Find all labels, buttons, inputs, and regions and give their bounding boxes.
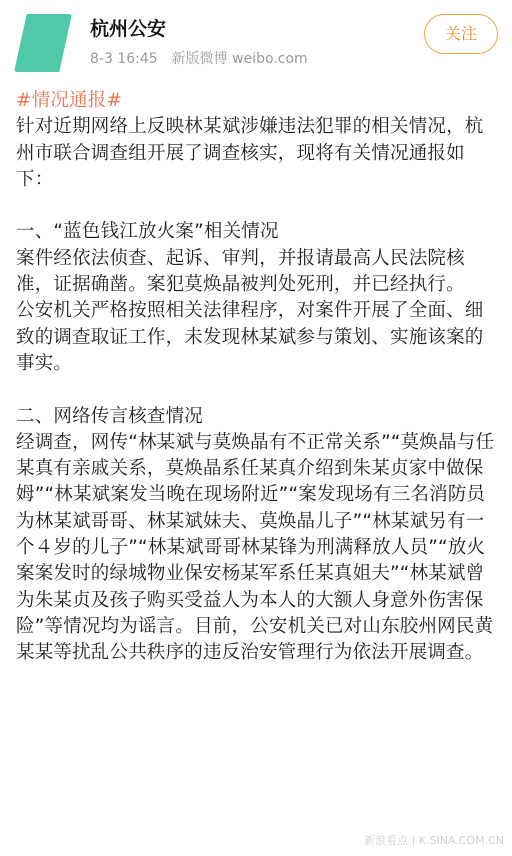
follow-button[interactable]: 关注 (424, 14, 498, 54)
hashtag-link[interactable]: #情况通报# (16, 90, 123, 111)
section-2-paragraph-1: 经调查，网传“林某斌与莫焕晶有不正常关系”“莫焕晶与任某真有亲戚关系，莫焕晶系任某真介绍到朱某贞家中做保姆”“林某斌案发当晚在现场附近”“案发现场有三名消防员为林某斌哥哥、林某斌妹夫、莫焕晶儿子”“林某斌另有一个４岁的儿子”“林某斌哥哥林某锋为刑满释放人员”“放火案案发时的绿城物业保安杨某军系任某真姐夫”“林某斌曾为朱某贞及孩子购买受益人为本人的大额人身意外伤害保险”等情况均为谣言。目前，公安机关已对山东胶州网民黄某某等扰乱公共秩序的违反治安管理行为依法开展调查。 (16, 431, 495, 664)
section-1-paragraph-2: 公安机关严格按照相关法律程序，对案件开展了全面、细致的调查取证工作，未发现林某斌参与策划、实施该案的事实。 (16, 300, 484, 374)
avatar[interactable] (14, 14, 72, 72)
section-1-heading: 一、“蓝色钱江放火案”相关情况 (16, 221, 279, 243)
watermark: 新浪看点 | K.SINA.COM.CN (364, 834, 504, 847)
author-name[interactable]: 杭州公安 (90, 18, 167, 40)
post-time: 8-3 16:45 (90, 51, 158, 67)
post-meta (90, 49, 308, 69)
post-source[interactable]: 新版微博 weibo.com (171, 51, 308, 67)
section-1-paragraph-1: 案件经依法侦查、起诉、审判，并报请最高人民法院核准，证据确凿。案犯莫焕晶被判处死刑，并已经执行。 (16, 247, 465, 296)
post-header (0, 0, 512, 80)
post-body (16, 88, 502, 667)
intro-paragraph: 针对近期网络上反映林某斌涉嫌违法犯罪的相关情况，杭州市联合调查组开展了调查核实，现将有关情况通报如下： (16, 116, 484, 190)
section-2-heading: 二、网络传言核查情况 (16, 405, 204, 427)
